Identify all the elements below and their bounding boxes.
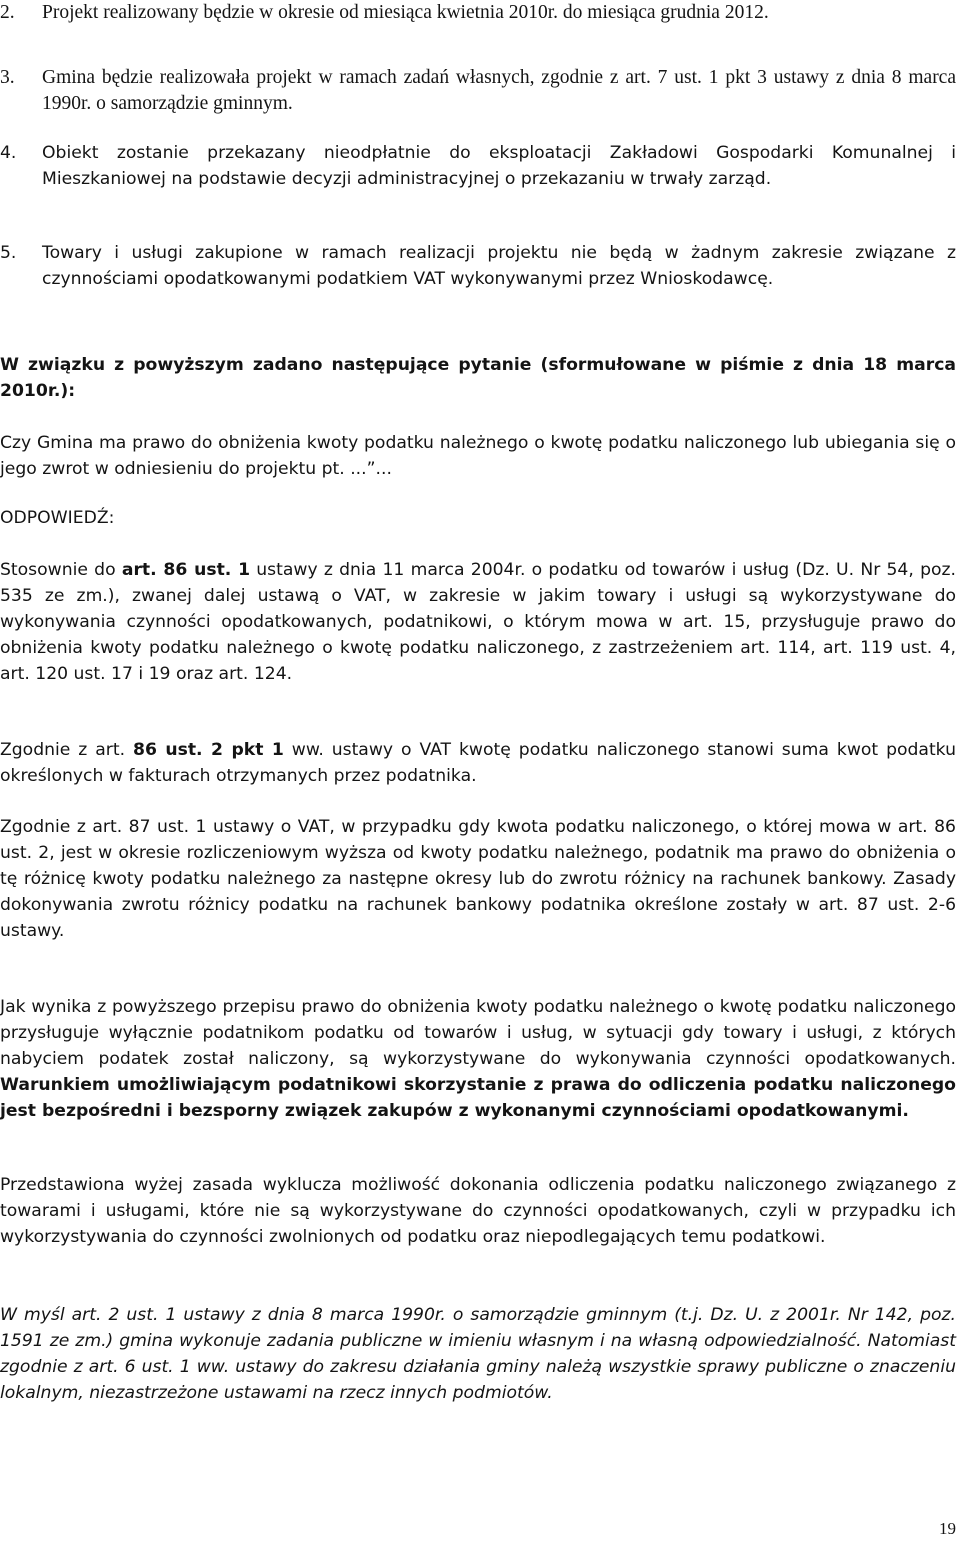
bold-citation: 86 ust. 2 pkt 1 xyxy=(133,740,284,760)
paragraph-gmina-tasks: W myśl art. 2 ust. 1 ustawy z dnia 8 marca 1990r. o samorządzie gminnym (t.j. Dz. U. z 2001r. Nr 142, poz. 1591 ze zm.) gmina wykonuje zadania publiczne w imieniu własnym i na własną odpowiedzialność. Natomiast zgodnie z art. 6 ust. 1 ww. ustawy do zakresu działania gminy należą wszystkie sprawy publiczne o znaczeniu lokalnym, niezastrzeżone ustawami na rzecz innych podmiotów. xyxy=(0,1305,956,1403)
answer-heading: ODPOWIEDŹ: xyxy=(0,508,115,528)
page-number: 19 xyxy=(939,1519,956,1538)
list-item-4 xyxy=(0,140,956,192)
list-item-text: Projekt realizowany będzie w okresie od miesiąca kwietnia 2010r. do miesiąca grudnia 2012. xyxy=(42,2,769,23)
list-number: 4. xyxy=(0,143,17,163)
list-number: 5. xyxy=(0,243,17,263)
bold-condition: Warunkiem umożliwiającym podatnikowi skorzystanie z prawa do odliczenia podatku naliczonego jest bezpośredni i bezsporny związek zakupów z wykonanymi czynnościami opodatkowanymi. xyxy=(0,1075,956,1121)
text-run: Stosownie do xyxy=(0,560,122,580)
question-text: Czy Gmina ma prawo do obniżenia kwoty podatku należnego o kwotę podatku naliczonego lub ubiegania się o jego zwrot w odniesieniu do projektu pt. ...”... xyxy=(0,433,956,479)
list-item-text: Towary i usługi zakupione w ramach realizacji projektu nie będą w żadnym zakresie związane z czynnościami opodatkowanymi podatkiem VAT wykonywanymi przez Wnioskodawcę. xyxy=(42,243,956,289)
paragraph-conditions xyxy=(0,994,956,1124)
list-item-3 xyxy=(0,65,956,117)
paragraph-art-86-ust-2 xyxy=(0,737,956,789)
paragraph-art-86-ust-1 xyxy=(0,557,956,687)
list-item-5 xyxy=(0,240,956,292)
list-item-text: Obiekt zostanie przekazany nieodpłatnie do eksploatacji Zakładowi Gospodarki Komunalnej i Mieszkaniowej na podstawie decyzji administracyjnej o przekazaniu w trwały zarząd. xyxy=(42,143,956,189)
text-run: Zgodnie z art. xyxy=(0,740,133,760)
list-item-text: Gmina będzie realizowała projekt w ramach zadań własnych, zgodnie z art. 7 ust. 1 pkt 3 ustawy z dnia 8 marca 1990r. o samorządzie gminnym. xyxy=(42,67,956,114)
paragraph-exclusion: Przedstawiona wyżej zasada wyklucza możliwość dokonania odliczenia podatku naliczonego związanego z towarami i usługami, które nie są wykorzystywane do czynności opodatkowanych, czyli w przypadku ich wykorzystywania do czynności zwolnionych od podatku oraz niepodlegających temu podatkowi. xyxy=(0,1175,956,1247)
text-run: ww. ustawy o VAT kwotę podatku naliczonego stanowi suma kwot podatku określonych w fakturach otrzymanych przez podatnika. xyxy=(0,740,956,786)
list-number: 3. xyxy=(0,67,15,88)
question-intro: W związku z powyższym zadano następujące pytanie (sformułowane w piśmie z dnia 18 marca 2010r.): xyxy=(0,355,956,401)
bold-citation: art. 86 ust. 1 xyxy=(121,560,251,580)
paragraph-art-87: Zgodnie z art. 87 ust. 1 ustawy o VAT, w przypadku gdy kwota podatku naliczonego, o której mowa w art. 86 ust. 2, jest w okresie rozliczeniowym wyższa od kwoty podatku należnego, podatnik ma prawo do obniżenia o tę różnicę kwoty podatku należnego za następne okresy lub do zwrotu różnicy na rachunek bankowy. Zasady dokonywania zwrotu różnicy podatku na rachunek bankowy podatnika określone zostały w art. 87 ust. 2-6 ustawy. xyxy=(0,817,956,941)
text-run: Jak wynika z powyższego przepisu prawo do obniżenia kwoty podatku należnego o kwotę podatku naliczonego przysługuje wyłącznie podatnikom podatku od towarów i usług, w sytuacji gdy towary i usługi, z których nabyciem podatek został naliczony, są wykorzystywane do wykonywania czynności opodatkowanych. xyxy=(0,997,956,1069)
list-item-2 xyxy=(0,0,956,26)
list-number: 2. xyxy=(0,2,15,23)
text-run: ustawy z dnia 11 marca 2004r. o podatku od towarów i usług (Dz. U. Nr 54, poz. 535 ze zm.), zwanej dalej ustawą o VAT, w zakresie w jakim towary i usługi są wykorzystywane do wykonywania czynności opodatkowanych, podatnikowi, o którym mowa w art. 15, przysługuje prawo do obniżenia kwoty podatku należnego o kwotę podatku naliczonego, z zastrzeżeniem art. 114, art. 119 ust. 4, art. 120 ust. 17 i 19 oraz art. 124. xyxy=(0,560,956,684)
